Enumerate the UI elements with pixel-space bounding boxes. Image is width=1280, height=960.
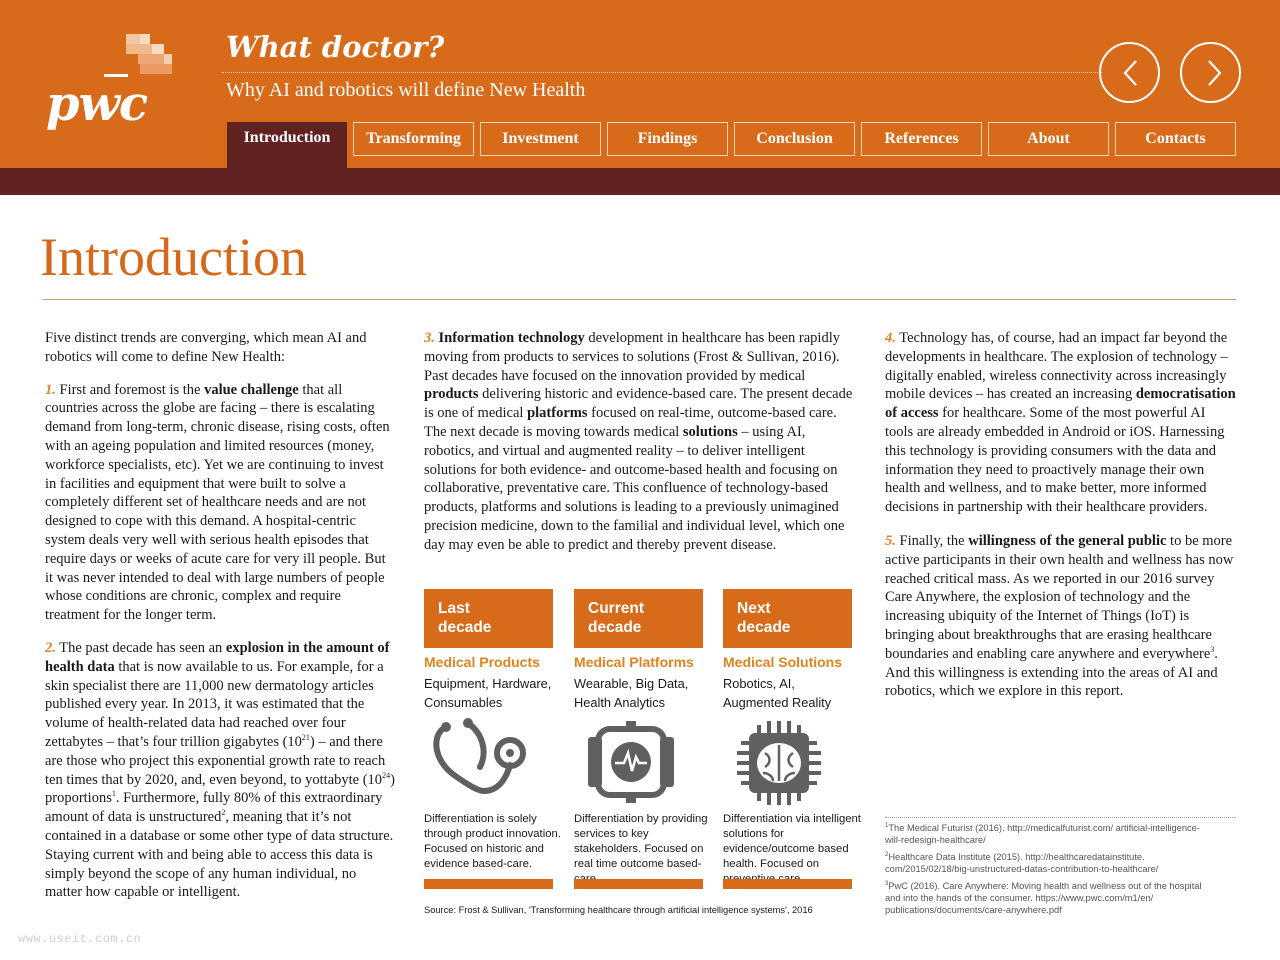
decade-bar-last [424, 879, 553, 889]
decade-heading: Medical Products [424, 654, 540, 670]
decade-card-next [723, 589, 861, 887]
figure-source: Source: Frost & Sullivan, 'Transforming healthcare through artificial intelligence systems', 2016 [424, 905, 813, 915]
decade-bar-current [574, 879, 703, 889]
column-2 [424, 329, 854, 569]
decade-description: Differentiation via intelligent solutions for evidence/outcome based health. Focused on [723, 813, 861, 870]
tab-about[interactable]: About [988, 122, 1109, 156]
trend-1: 1. First and foremost is the value challenge that all countries across the globe are facing – there is escalating demand from long-term, chronic disease, rising costs, often with an ageing population and limited resources (money, workforce specialists, etc). Yet we are continuing to invest in facilities and equipment that were built to solve a completely different set of healthcare needs and are not designed to cope with this demand. A hospital-centric system deals very well with serious health episodes that require days or weeks of acute care for very ill people. But it was never intended to deal with large numbers of people whose conditions are chronic, complex and require treatment for the longer term. [45, 381, 390, 624]
report-title: What doctor? [226, 30, 445, 64]
trend-5: 5. Finally, the willingness of the general public to be more active participants in their own health and wellness has now reached critical mass. As we reported in our 2016 survey Care Anywhere, the explosion of technology and the increasing ubiquity of the Internet of Things (IoT) is bringing about breakthroughs that are erasing healthcare boundaries and enabling care anywhere and everywhere$^3$. And this willingness is extending into the areas of AI and robotics, which we explore in this report. [885, 532, 1234, 700]
tab-conclusion[interactable]: Conclusion [734, 122, 855, 156]
tab-introduction[interactable]: Introduction [227, 122, 347, 168]
next-page-button[interactable] [1180, 42, 1241, 103]
brain-chip-icon [723, 717, 853, 809]
watermark: www.useit.com.cn [18, 932, 142, 946]
decade-list: Equipment, Hardware, Consumables [424, 676, 552, 710]
footnote-1: $^1$The Medical Futurist (2016). http://medicalfuturist.com/ artificial-intelligence-will-redesign-healthcare/ [885, 822, 1200, 845]
decade-card-current [574, 589, 708, 887]
trend-3: 3. Information technology development in healthcare has been rapidly moving from products to services to solutions (Frost & Sullivan, 2016). Past decades have focused on the innovation provided by medical products delivering historic and evidence-based care. The present decade is one of medical platforms focused on real-time, outcome-based care. The next decade is moving towards medical solutions – using AI, robotics, and virtual and augmented reality – to deliver intelligent solutions for both evidence- and outcome-based health and focusing on collaborative, preventative care. This confluence of technology-based products, platforms and solutions is leading to a previously unimagined precision medicine, down to the familial and individual level, which one day may even be able to predict and thereby prevent disease. [424, 330, 853, 553]
column-1 [45, 329, 395, 916]
decade-heading: Medical Platforms [574, 654, 694, 670]
chevron-right-icon [1198, 58, 1228, 88]
previous-page-button[interactable] [1099, 42, 1160, 103]
tab-investment[interactable]: Investment [480, 122, 601, 156]
decade-list: Wearable, Big Data, Health Analytics [574, 676, 689, 710]
tab-findings[interactable]: Findings [607, 122, 728, 156]
decade-label: Next decade [723, 589, 852, 648]
header-band [0, 168, 1280, 195]
footnote-2: $^2$Healthcare Data Institute (2015). http://healthcaredatainstitute. com/2015/02/18/big-unstructured-datas-contribution-to-healthcare/ [885, 851, 1159, 874]
decade-list: Robotics, AI, Augmented Reality [723, 676, 832, 710]
tab-transforming[interactable]: Transforming [353, 122, 474, 156]
decade-description: Differentiation is solely through product innovation. Focused on historic and evidence based-care. [424, 813, 561, 870]
header-bar [0, 0, 1280, 168]
chevron-left-icon [1117, 58, 1147, 88]
pwc-logo[interactable]: pwc [44, 32, 184, 132]
decade-description: Differentiation by providing services to key stakeholders. Focused on real time outcome based- [574, 813, 708, 870]
intro-paragraph: Five distinct trends are converging, which mean AI and robotics will come to define New Health: [45, 330, 367, 365]
trend-4: 4. Technology has, of course, had an impact far beyond the developments in healthcare. The explosion of technology – digitally enabled, wireless connectivity across increasingly mobile devices – has created an increasing democratisation of access for healthcare. Some of the most powerful AI tools are already embedded in Android or iOS. Harnessing this technology is providing consumers with the data and information they need to proactively manage their own health and wellness, and to make better, more informed decisions in partnership with their healthcare providers. [885, 330, 1236, 516]
column-3 [885, 329, 1237, 715]
trend-2: 2. The past decade has seen an explosion in the amount of health data that is now available to us. For example, for a skin specialist there are 11,000 new dermatology articles published every year. In 2013, it was estimated that the volume of health-related data had reached over four zettabytes – that’s four trillion gigabytes $(10^{21})$ – and there are those who project this exponential growth rate to reach ten times that by 2020, and, even beyond, to yottabyte $(10^{24})$ proportions$^1$. Furthermore, fully 80% of this extraordinary amount of data is unstructured$^2$, meaning that it’s not contained in a database or some other type of data structure. Staying current with and being able to access this data is simply beyond the scope of any human individual, no matter how capable or intelligent. [45, 639, 395, 901]
tab-contacts[interactable]: Contacts [1115, 122, 1236, 156]
title-divider [43, 299, 1236, 300]
tab-references[interactable]: References [861, 122, 982, 156]
page-title: Introduction [40, 227, 307, 287]
stethoscope-icon [424, 717, 554, 809]
decade-label: Last decade [424, 589, 553, 648]
decade-label: Current decade [574, 589, 703, 648]
wearable-monitor-icon [574, 717, 704, 809]
footnote-3: $^3$PwC (2016). Care Anywhere: Moving health and wellness out of the hospital and into the hands of the consumer. https://www.pwc.com/m1/en/ publications/documents/care-anywhere.pdf [885, 880, 1202, 915]
footnotes-divider [885, 817, 1235, 818]
report-subtitle: Why AI and robotics will define New Health [226, 79, 586, 101]
decade-heading: Medical Solutions [723, 654, 843, 670]
decade-card-last [424, 589, 561, 872]
decade-bar-next [723, 879, 852, 889]
